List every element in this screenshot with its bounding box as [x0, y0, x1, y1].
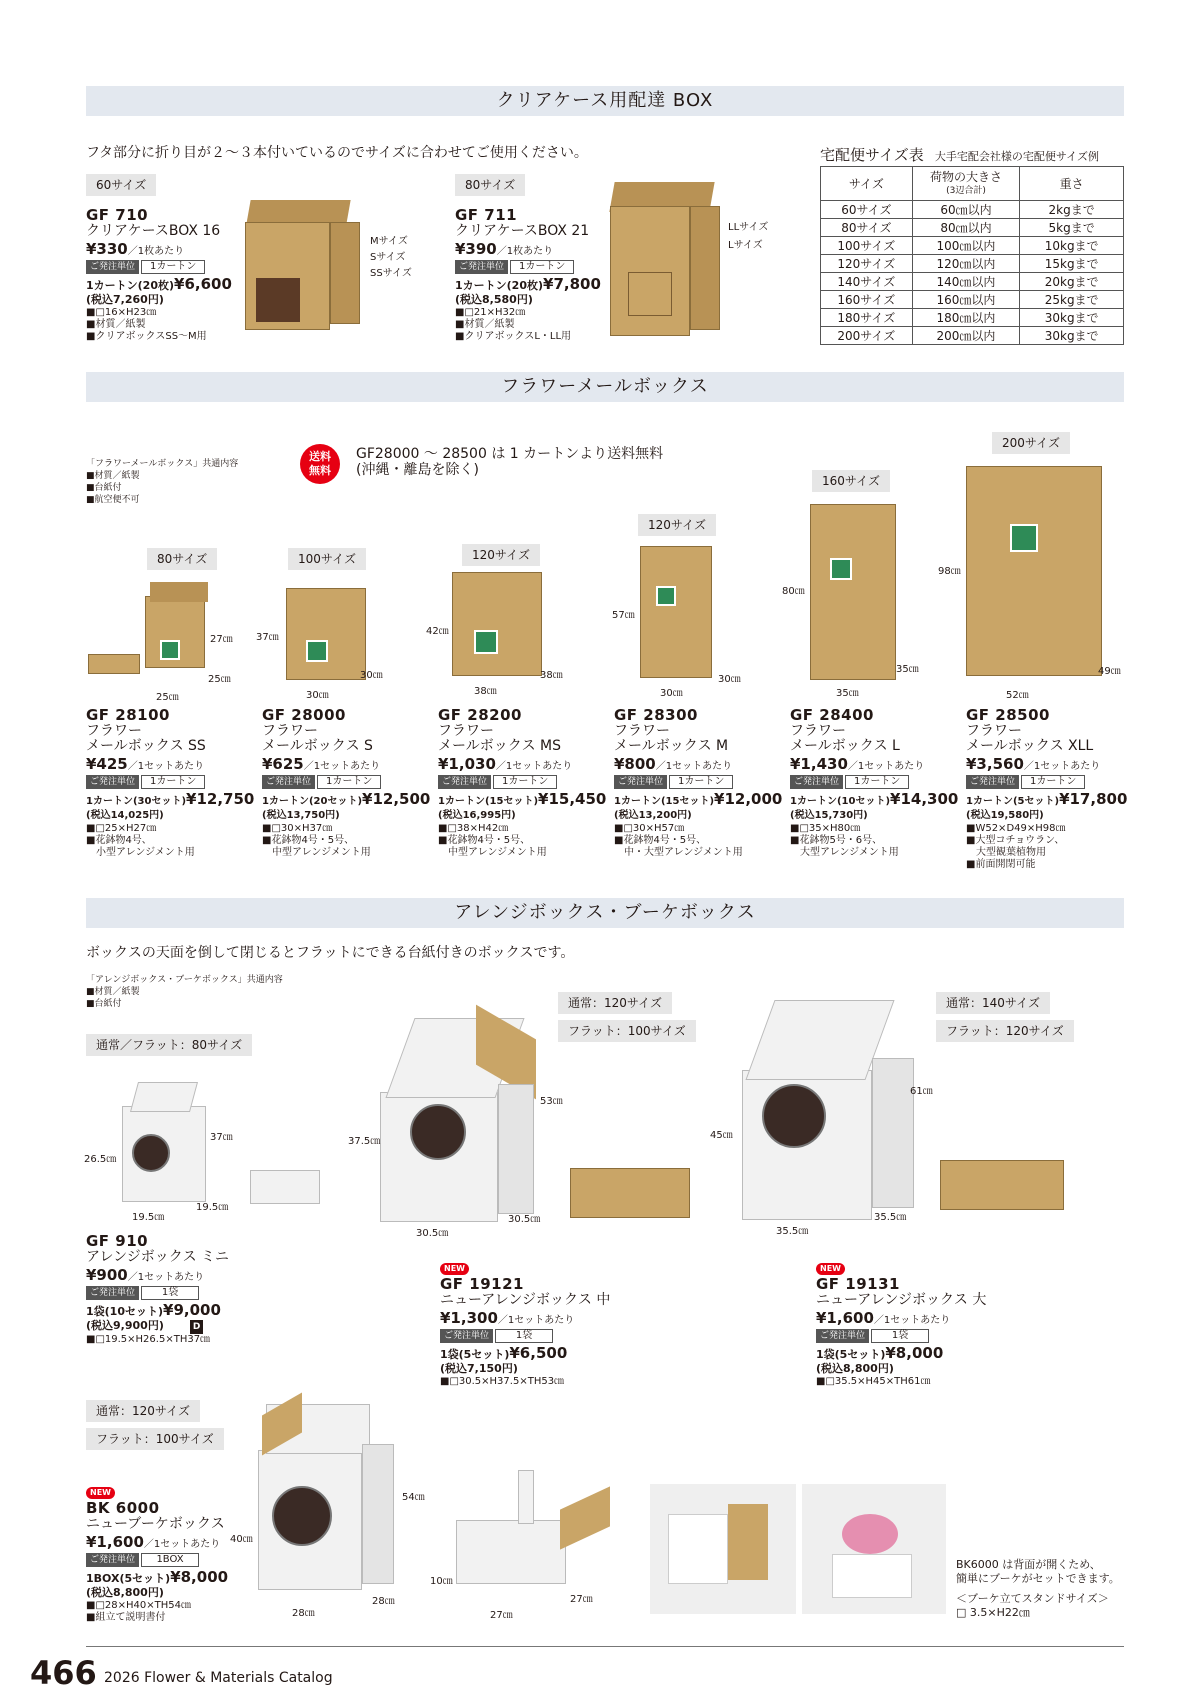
- shipping-size-table: [820, 166, 1124, 345]
- size-tag: 120サイズ: [462, 544, 540, 566]
- spec-size: ■□30×H37㎝: [262, 823, 333, 834]
- spec-material: ■材質／紙製: [455, 319, 515, 330]
- product-price: ¥425: [86, 755, 128, 773]
- mailbox-product-info: [86, 706, 258, 859]
- size-tag: 160サイズ: [812, 470, 890, 492]
- price-unit: ／1セットあたり: [655, 761, 733, 772]
- carton-price: ¥12,000: [714, 790, 783, 808]
- shipping-table-title: 宅配便サイズ表: [820, 146, 924, 164]
- product-price: ¥1,300: [440, 1309, 498, 1327]
- product-code: GF 710: [86, 206, 149, 224]
- cell-dimension: 120㎝以内: [912, 255, 1020, 273]
- order-unit-value: 1袋: [141, 1286, 199, 1300]
- product-code: GF 28400: [790, 706, 874, 724]
- spec-use-detail: 小型アレンジメント用: [96, 847, 195, 858]
- cell-weight: 15kgまで: [1020, 255, 1124, 273]
- dim-width: 30㎝: [660, 688, 683, 699]
- product-code: GF 28500: [966, 706, 1050, 724]
- cell-size: 200サイズ: [821, 327, 913, 345]
- product-name-line1: フラワー: [614, 723, 670, 739]
- product-code: GF 19121: [440, 1275, 524, 1293]
- shipping-table-row: [821, 291, 1124, 309]
- dim-width: 19.5㎝: [132, 1212, 165, 1223]
- spec-size: ■□25×H27㎝: [86, 823, 157, 834]
- col-header-size: サイズ: [821, 167, 913, 201]
- common-material: ■材質／紙製: [86, 987, 140, 997]
- product-bk6000-info: [86, 1480, 266, 1624]
- common-base: ■台紙付: [86, 999, 122, 1009]
- product-price: ¥800: [614, 755, 656, 773]
- spec-use-detail: 中・大型アレンジメント用: [624, 847, 743, 858]
- product-code: GF 28200: [438, 706, 522, 724]
- free-shipping-text: GF28000 ～ 28500 は 1 カートンより送料無料: [356, 446, 664, 462]
- product-name-line1: フラワー: [966, 723, 1022, 739]
- spec-use: ■花鉢物4号・5号、: [438, 835, 531, 846]
- cell-weight: 20kgまで: [1020, 273, 1124, 291]
- dim-total-height: 61㎝: [910, 1086, 933, 1097]
- spec-use: ■クリアボックスSS～M用: [86, 331, 207, 342]
- dim-width: 38㎝: [474, 686, 497, 697]
- mailbox-product-info: [790, 706, 962, 859]
- dim-depth: 30.5㎝: [508, 1214, 541, 1225]
- carton-price: ¥7,800: [543, 275, 601, 293]
- carton-tax: (税込19,580円): [966, 810, 1044, 821]
- order-unit-label: ご発注単位: [86, 1286, 139, 1300]
- carton-price: ¥9,000: [163, 1301, 221, 1319]
- shipping-table-row: [821, 309, 1124, 327]
- product-name-line2: メールボックス S: [262, 738, 373, 754]
- dim-height: 45㎝: [710, 1130, 733, 1141]
- mailbox-product-info: [438, 706, 610, 859]
- free-shipping-exclusion: (沖縄・離島を除く): [356, 462, 479, 478]
- dim-height: 40㎝: [230, 1534, 253, 1545]
- cell-size: 140サイズ: [821, 273, 913, 291]
- spec-use: ■花鉢物4号、: [86, 835, 152, 846]
- dim-width: 28㎝: [292, 1608, 315, 1619]
- dim-depth: 30㎝: [360, 670, 383, 681]
- order-unit-value: 1カートン: [317, 775, 381, 789]
- carton-qty: 1カートン(30セット): [86, 796, 187, 807]
- product-price: ¥390: [455, 240, 497, 258]
- spec-use-detail: 大型アレンジメント用: [800, 847, 899, 858]
- order-unit-label: ご発注単位: [86, 1553, 139, 1567]
- section1-intro: フタ部分に折り目が２～３本付いているのでサイズに合わせてご使用ください。: [86, 145, 588, 161]
- dim-height: 80㎝: [782, 586, 805, 597]
- carton-qty: 1BOX(5セット): [86, 1572, 171, 1585]
- dim-depth: 28㎝: [372, 1596, 395, 1607]
- spec-size: ■□35×H80㎝: [790, 823, 861, 834]
- dim-depth: 35㎝: [896, 664, 919, 675]
- product-price: ¥330: [86, 240, 128, 258]
- product-name: ニューアレンジボックス 中: [440, 1292, 611, 1308]
- d-mark: D: [190, 1320, 203, 1334]
- order-unit-value: 1カートン: [493, 775, 557, 789]
- price-unit: ／1セットあたり: [143, 1539, 221, 1550]
- product-gf711-info: [455, 206, 615, 343]
- carton-tax: (税込7,150円): [440, 1362, 518, 1375]
- size-tag-flat: フラット：100サイズ: [558, 1020, 696, 1042]
- mailbox-product-info: [966, 706, 1138, 871]
- cell-weight: 25kgまで: [1020, 291, 1124, 309]
- spec-instructions: ■組立て説明書付: [86, 1612, 166, 1623]
- product-code: GF 28100: [86, 706, 170, 724]
- col-header-weight: 重さ: [1020, 167, 1124, 201]
- note-line1: BK6000 は背面が開くため、: [956, 1558, 1101, 1571]
- product-price: ¥1,030: [438, 755, 496, 773]
- carton-tax: (税込13,750円): [262, 810, 340, 821]
- spec-front-open: ■前面開閉可能: [966, 859, 1036, 870]
- callout-ss: SSサイズ: [370, 268, 412, 279]
- mailbox-common-info: [86, 458, 238, 506]
- common-base: ■台紙付: [86, 483, 122, 493]
- dim-height: 37㎝: [256, 632, 279, 643]
- shipping-table-row: [821, 327, 1124, 345]
- order-unit-label: ご発注単位: [438, 775, 491, 789]
- shipping-table-heading: [820, 144, 1099, 165]
- product-name-line2: メールボックス MS: [438, 738, 561, 754]
- product-price: ¥1,600: [816, 1309, 874, 1327]
- product-name-line2: メールボックス L: [790, 738, 900, 754]
- cell-size: 100サイズ: [821, 237, 913, 255]
- product-name-line1: フラワー: [790, 723, 846, 739]
- size-tag-normal: 通常：120サイズ: [558, 992, 672, 1014]
- cell-weight: 30kgまで: [1020, 309, 1124, 327]
- carton-qty: 1カートン(20セット): [262, 796, 363, 807]
- carton-tax: (税込7,260円): [86, 293, 164, 306]
- carton-qty: 1カートン(15セット): [614, 796, 715, 807]
- cell-size: 60サイズ: [821, 201, 913, 219]
- order-unit-label: ご発注単位: [816, 1329, 869, 1343]
- spec-material: ■材質／紙製: [86, 319, 146, 330]
- carton-tax: (税込8,580円): [455, 293, 533, 306]
- spec-size: ■□28×H40×TH54㎝: [86, 1600, 191, 1611]
- shipping-table-row: [821, 219, 1124, 237]
- product-gf19121-info: [440, 1256, 660, 1388]
- free-shipping-note: [356, 446, 663, 478]
- product-code: GF 910: [86, 1232, 149, 1250]
- order-unit-label: ご発注単位: [262, 775, 315, 789]
- product-name-line2: メールボックス M: [614, 738, 729, 754]
- order-unit-value: 1カートン: [141, 260, 205, 274]
- carton-tax: (税込14,025円): [86, 810, 164, 821]
- size-tag: 80サイズ: [147, 548, 217, 570]
- product-code: GF 19131: [816, 1275, 900, 1293]
- dim-height: 27㎝: [210, 634, 233, 645]
- page-number: 466: [30, 1654, 97, 1692]
- dim-width: 35.5㎝: [776, 1226, 809, 1237]
- order-unit-value: 1カートン: [510, 260, 574, 274]
- shipping-table-row: [821, 237, 1124, 255]
- product-price: ¥625: [262, 755, 304, 773]
- cell-dimension: 60㎝以内: [912, 201, 1020, 219]
- dim-height: 42㎝: [426, 626, 449, 637]
- dim-base-depth: 27㎝: [570, 1594, 593, 1605]
- carton-qty: 1カートン(15セット): [438, 796, 539, 807]
- spec-use: ■花鉢物4号・5号、: [262, 835, 355, 846]
- carton-qty: 1袋(5セット): [816, 1348, 886, 1361]
- section-title-clear-case-box: クリアケース用配達 BOX: [86, 86, 1124, 116]
- dim-height: 26.5㎝: [84, 1154, 117, 1165]
- cell-dimension: 100㎝以内: [912, 237, 1020, 255]
- spec-use: ■クリアボックスL・LL用: [455, 331, 572, 342]
- bk6000-bouquet-photo: [802, 1484, 946, 1614]
- product-name-line1: フラワー: [86, 723, 142, 739]
- bk6000-open-back-photo: [650, 1484, 796, 1614]
- shipping-table-subtitle: 大手宅配会社様の宅配便サイズ例: [934, 150, 1100, 163]
- new-badge: NEW: [86, 1487, 115, 1499]
- dim-width: 30.5㎝: [416, 1228, 449, 1239]
- stand-size-value: □ 3.5×H22㎝: [956, 1606, 1030, 1619]
- carton-price: ¥17,800: [1059, 790, 1128, 808]
- size-tag-flat: フラット：100サイズ: [86, 1428, 224, 1450]
- spec-use-detail: 中型アレンジメント用: [448, 847, 547, 858]
- price-unit: ／1セットあたり: [303, 761, 381, 772]
- carton-tax: (税込13,200円): [614, 810, 692, 821]
- carton-qty: 1カートン(20枚): [86, 279, 175, 292]
- product-name: アレンジボックス ミニ: [86, 1249, 230, 1265]
- product-price: ¥1,430: [790, 755, 848, 773]
- cell-size: 80サイズ: [821, 219, 913, 237]
- dim-height: 57㎝: [612, 610, 635, 621]
- dim-base-width: 27㎝: [490, 1610, 513, 1621]
- product-code: GF 711: [455, 206, 518, 224]
- dim-width: 30㎝: [306, 690, 329, 701]
- order-unit-label: ご発注単位: [614, 775, 667, 789]
- size-tag: 60サイズ: [86, 174, 156, 196]
- dim-width: 52㎝: [1006, 690, 1029, 701]
- new-badge: NEW: [816, 1263, 845, 1275]
- cell-dimension: 200㎝以内: [912, 327, 1020, 345]
- spec-use: ■大型コチョウラン、: [966, 835, 1065, 846]
- product-gf19131-info: [816, 1256, 1036, 1388]
- product-gf710-info: [86, 206, 246, 343]
- carton-tax: (税込9,900円): [86, 1319, 164, 1332]
- dim-width: 25㎝: [156, 692, 179, 703]
- price-unit: ／1セットあたり: [127, 761, 205, 772]
- common-material: ■材質／紙製: [86, 471, 140, 481]
- price-unit: ／1セットあたり: [1023, 761, 1101, 772]
- dim-depth: 30㎝: [718, 674, 741, 685]
- order-unit-label: ご発注単位: [966, 775, 1019, 789]
- mailbox-product-info: [614, 706, 786, 859]
- size-tag-flat: フラット：120サイズ: [936, 1020, 1074, 1042]
- carton-tax: (税込8,800円): [816, 1362, 894, 1375]
- spec-size: ■□38×H42㎝: [438, 823, 509, 834]
- cell-size: 120サイズ: [821, 255, 913, 273]
- carton-price: ¥6,600: [174, 275, 232, 293]
- cell-weight: 2kgまで: [1020, 201, 1124, 219]
- order-unit-label: ご発注単位: [790, 775, 843, 789]
- order-unit-label: ご発注単位: [440, 1329, 493, 1343]
- free-shipping-badge: 送料 無料: [300, 444, 340, 484]
- product-price: ¥900: [86, 1266, 128, 1284]
- carton-qty: 1カートン(5セット): [966, 796, 1060, 807]
- cell-dimension: 180㎝以内: [912, 309, 1020, 327]
- product-price: ¥3,560: [966, 755, 1024, 773]
- order-unit-value: 1BOX: [141, 1553, 199, 1567]
- callout-l: Lサイズ: [728, 240, 763, 251]
- product-name: ニューアレンジボックス 大: [816, 1292, 987, 1308]
- size-tag: 通常／フラット：80サイズ: [86, 1034, 252, 1056]
- order-unit-label: ご発注単位: [86, 260, 139, 274]
- price-unit: ／1セットあたり: [127, 1272, 205, 1283]
- size-tag: 80サイズ: [455, 174, 525, 196]
- carton-price: ¥12,500: [362, 790, 431, 808]
- carton-price: ¥14,300: [890, 790, 959, 808]
- size-tag: 200サイズ: [992, 432, 1070, 454]
- dim-depth: 49㎝: [1098, 666, 1121, 677]
- dim-depth: 25㎝: [208, 674, 231, 685]
- new-badge: NEW: [440, 1263, 469, 1275]
- footer-divider: [86, 1646, 1124, 1647]
- carton-tax: (税込16,995円): [438, 810, 516, 821]
- spec-size: ■W52×D49×H98㎝: [966, 823, 1066, 834]
- cell-dimension: 160㎝以内: [912, 291, 1020, 309]
- order-unit-label: ご発注単位: [86, 775, 139, 789]
- carton-price: ¥8,000: [170, 1568, 229, 1586]
- spec-size: ■□30×H57㎝: [614, 823, 685, 834]
- price-unit: ／1枚あたり: [127, 246, 185, 257]
- stand-size-title: ＜ブーケ立てスタンドサイズ＞: [956, 1592, 1109, 1605]
- spec-size: ■□30.5×H37.5×TH53㎝: [440, 1376, 565, 1387]
- arrange-common-info: [86, 974, 283, 1010]
- product-name: ニューブーケボックス: [86, 1516, 225, 1532]
- section-title-arrange-box: アレンジボックス・ブーケボックス: [86, 898, 1124, 928]
- order-unit-value: 1カートン: [141, 775, 205, 789]
- size-tag-normal: 通常：120サイズ: [86, 1400, 200, 1422]
- spec-size: ■□21×H32㎝: [455, 307, 526, 318]
- dim-height: 98㎝: [938, 566, 961, 577]
- carton-tax: (税込8,800円): [86, 1586, 164, 1599]
- common-airmail: ■航空便不可: [86, 495, 140, 505]
- spec-use-detail: 大型観葉植物用: [976, 847, 1046, 858]
- product-code: GF 28000: [262, 706, 346, 724]
- spec-use: ■花鉢物4号・5号、: [614, 835, 707, 846]
- catalog-title: 2026 Flower & Materials Catalog: [104, 1670, 333, 1686]
- dim-depth: 19.5㎝: [196, 1202, 229, 1213]
- product-name-line2: メールボックス XLL: [966, 738, 1094, 754]
- section-title-flower-mailbox: フラワーメールボックス: [86, 372, 1124, 402]
- order-unit-value: 1カートン: [1021, 775, 1085, 789]
- price-unit: ／1セットあたり: [497, 1315, 575, 1326]
- price-unit: ／1セットあたり: [847, 761, 925, 772]
- size-tag: 100サイズ: [288, 548, 366, 570]
- carton-qty: 1カートン(20枚): [455, 279, 544, 292]
- order-unit-value: 1カートン: [845, 775, 909, 789]
- price-unit: ／1セットあたり: [873, 1315, 951, 1326]
- spec-size: ■□16×H23㎝: [86, 307, 157, 318]
- spec-size: ■□35.5×H45×TH61㎝: [816, 1376, 931, 1387]
- cell-dimension: 140㎝以内: [912, 273, 1020, 291]
- cell-weight: 10kgまで: [1020, 237, 1124, 255]
- order-unit-value: 1袋: [495, 1329, 553, 1343]
- spec-use: ■花鉢物5号・6号、: [790, 835, 883, 846]
- carton-price: ¥12,750: [186, 790, 255, 808]
- product-gf910-info: [86, 1232, 266, 1346]
- dim-depth: 35.5㎝: [874, 1212, 907, 1223]
- carton-qty: 1カートン(10セット): [790, 796, 891, 807]
- cell-dimension: 80㎝以内: [912, 219, 1020, 237]
- note-line2: 簡単にブーケがセットできます。: [956, 1572, 1120, 1585]
- spec-size: ■□19.5×H26.5×TH37㎝: [86, 1334, 211, 1345]
- cell-weight: 5kgまで: [1020, 219, 1124, 237]
- order-unit-value: 1袋: [871, 1329, 929, 1343]
- carton-qty: 1袋(10セット): [86, 1305, 164, 1318]
- shipping-table-row: [821, 255, 1124, 273]
- shipping-table-row: [821, 201, 1124, 219]
- shipping-table-row: [821, 273, 1124, 291]
- price-unit: ／1セットあたり: [495, 761, 573, 772]
- dim-height: 37.5㎝: [348, 1136, 381, 1147]
- carton-tax: (税込15,730円): [790, 810, 868, 821]
- cell-weight: 30kgまで: [1020, 327, 1124, 345]
- dim-base-height: 10㎝: [430, 1576, 453, 1587]
- cell-size: 180サイズ: [821, 309, 913, 327]
- price-unit: ／1枚あたり: [496, 246, 554, 257]
- product-code: BK 6000: [86, 1499, 160, 1517]
- common-title: 「アレンジボックス・ブーケボックス」共通内容: [86, 975, 283, 985]
- dim-total-height: 54㎝: [402, 1492, 425, 1503]
- col-header-dimension: 荷物の大きさ (3辺合計): [912, 167, 1020, 201]
- spec-use-detail: 中型アレンジメント用: [272, 847, 371, 858]
- cell-size: 160サイズ: [821, 291, 913, 309]
- dim-total-height: 37㎝: [210, 1132, 233, 1143]
- product-name: クリアケースBOX 21: [455, 223, 590, 239]
- order-unit-label: ご発注単位: [455, 260, 508, 274]
- section3-intro: ボックスの天面を倒して閉じるとフラットにできる台紙付きのボックスです。: [86, 945, 575, 961]
- dim-depth: 38㎝: [540, 670, 563, 681]
- callout-s: Sサイズ: [370, 252, 406, 263]
- callout-m: Mサイズ: [370, 236, 408, 247]
- carton-price: ¥8,000: [885, 1344, 944, 1362]
- product-name-line2: メールボックス SS: [86, 738, 206, 754]
- size-tag-normal: 通常：140サイズ: [936, 992, 1050, 1014]
- order-unit-value: 1カートン: [669, 775, 733, 789]
- product-name-line1: フラワー: [438, 723, 494, 739]
- carton-price: ¥15,450: [538, 790, 607, 808]
- carton-price: ¥6,500: [509, 1344, 568, 1362]
- product-name-line1: フラワー: [262, 723, 318, 739]
- common-title: 「フラワーメールボックス」共通内容: [86, 459, 239, 469]
- product-price: ¥1,600: [86, 1533, 144, 1551]
- bk6000-note: [956, 1558, 1120, 1620]
- product-name: クリアケースBOX 16: [86, 223, 221, 239]
- dim-total-height: 53㎝: [540, 1096, 563, 1107]
- carton-qty: 1袋(5セット): [440, 1348, 510, 1361]
- callout-ll: LLサイズ: [728, 222, 769, 233]
- product-code: GF 28300: [614, 706, 698, 724]
- size-tag: 120サイズ: [638, 514, 716, 536]
- mailbox-product-info: [262, 706, 434, 859]
- dim-width: 35㎝: [836, 688, 859, 699]
